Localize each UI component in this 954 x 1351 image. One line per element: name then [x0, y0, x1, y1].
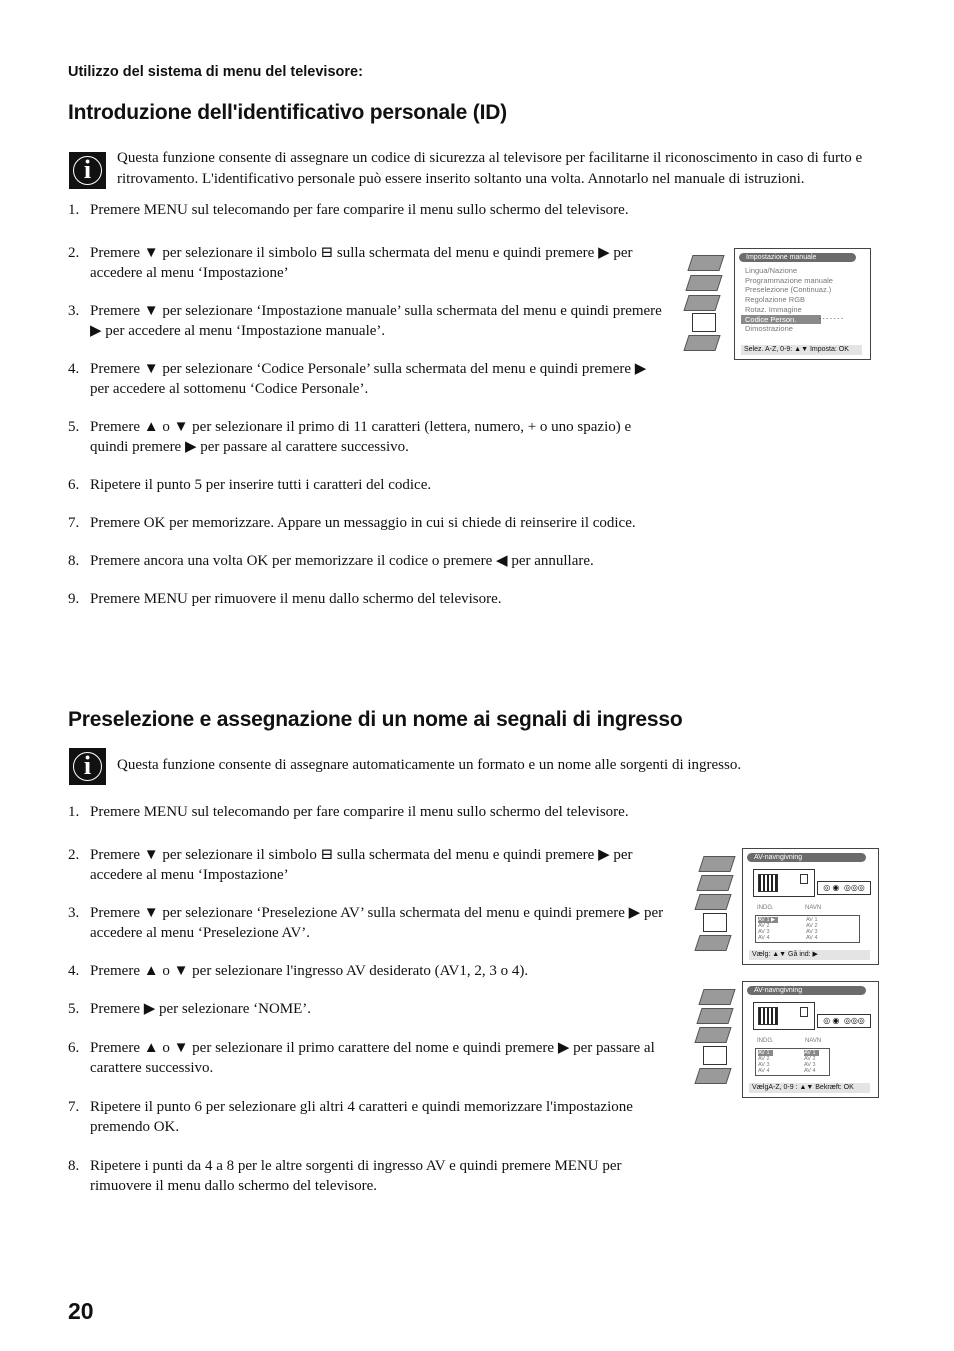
- menu-item: Rotaz. Immagine: [745, 304, 802, 314]
- step-item: [68, 845, 680, 885]
- step-number: 7.: [68, 515, 80, 531]
- step-item: [68, 200, 668, 220]
- setup-tab-icon: [703, 913, 727, 932]
- tv-menu-panel: [742, 848, 879, 965]
- menu-item: Preselezione (Continuaz.): [745, 285, 832, 295]
- menu-footer: Vælg: ▲▼ Gå ind: ▶: [749, 950, 870, 960]
- col-name-header: NAVN: [805, 905, 822, 911]
- step-item: [68, 999, 680, 1019]
- menu-item: Dimostrazione: [745, 324, 793, 334]
- step-number: 9.: [68, 591, 80, 607]
- step-item: [68, 243, 668, 283]
- av-row-text: AV 1: [804, 1050, 819, 1056]
- col-name-header: NAVN: [805, 1038, 822, 1044]
- step-text: Premere ▲ o ▼ per selezionare l'ingresso AV desiderato (AV1, 2, 3 o 4).: [90, 963, 529, 979]
- menu-title: AV-navngivning: [747, 986, 866, 995]
- step-number: 7.: [68, 1099, 80, 1115]
- menu-footer: VælgA-Z, 0-9 : ▲▼ Bekræft: OK: [749, 1083, 870, 1093]
- step-text: Premere ▶ per selezionare ‘NOME’.: [90, 1001, 312, 1017]
- running-header: Utilizzo del sistema di menu del televisore:: [68, 64, 363, 80]
- step-text: Ripetere i punti da 4 a 8 per le altre sorgenti di ingresso AV e quindi premere MENU per rimuovere il menu dallo schermo del televisore.: [90, 1158, 622, 1194]
- step-number: 3.: [68, 905, 80, 921]
- tv-menu-panel: [734, 248, 871, 360]
- section2-intro: Questa funzione consente di assegnare automaticamente un formato e un nome alle sorgenti di ingresso.: [117, 757, 742, 773]
- section1-intro: Questa funzione consente di assegnare un codice di sicurezza al televisore per facilitarne il riconoscimento in caso di furto e ritrovamento. L'identificativo personale può essere inserito soltanto una volta. Annotarlo nel manuale di istruzioni.: [117, 150, 863, 187]
- section2-title: Preselezione e assegnazione di un nome ai segnali di ingresso: [68, 708, 683, 731]
- step-text: Premere ▲ o ▼ per selezionare il primo di 11 caratteri (lettera, numero, + o uno spazio) e quindi premere ▶ per passare al carattere successivo.: [90, 419, 632, 455]
- step-number: 4.: [68, 963, 80, 979]
- step-number: 6.: [68, 1040, 80, 1056]
- step-number: 3.: [68, 303, 80, 319]
- step-number: 5.: [68, 1001, 80, 1017]
- features-tab-icon: [694, 1027, 731, 1043]
- step-item: [68, 301, 668, 341]
- step-text: Premere ▼ per selezionare ‘Impostazione manuale’ sulla schermata del menu e quindi premere ▶ per accedere al menu ‘Impostazione manuale’.: [90, 303, 662, 339]
- menu-item: Regolazione RGB: [745, 295, 806, 305]
- step-text: Premere ▼ per selezionare il simbolo ⊟ sulla schermata del menu e quindi premere ▶ per accedere al menu ‘Impostazione’: [90, 847, 633, 883]
- picture-tab-icon: [687, 255, 724, 271]
- step-text: Ripetere il punto 5 per inserire tutti i caratteri del codice.: [90, 477, 432, 493]
- step-text: Premere MENU sul telecomando per fare comparire il menu sullo schermo del televisore.: [90, 804, 629, 820]
- step-number: 8.: [68, 1158, 80, 1174]
- av-row-text: AV 1: [806, 917, 818, 923]
- picture-tab-icon: [698, 989, 735, 1005]
- step-text: Ripetere il punto 6 per selezionare gli altri 4 caratteri e quindi memorizzare l'impostazione premendo OK.: [90, 1099, 633, 1135]
- menu-title: Impostazione manuale: [739, 253, 856, 262]
- menu-item: Lingua/Nazione: [745, 266, 798, 275]
- picture-tab-icon: [698, 856, 735, 872]
- step-number: 1.: [68, 804, 80, 820]
- section2-steps: [68, 802, 680, 1196]
- features-tab-icon: [694, 894, 731, 910]
- menu-item: Codice Person.: [741, 315, 821, 325]
- step-number: 2.: [68, 245, 80, 261]
- av-row-text: AV 4: [758, 935, 770, 941]
- av-row-text: AV 4: [804, 1068, 816, 1074]
- connector-icons: ◎ ◉ ◎◎◎: [817, 1014, 871, 1028]
- step-text: Premere MENU sul telecomando per fare comparire il menu sullo schermo del televisore.: [90, 202, 629, 218]
- step-number: 1.: [68, 202, 80, 218]
- step-item: [68, 903, 680, 943]
- step-text: Premere ▼ per selezionare il simbolo ⊟ sulla schermata del menu e quindi premere ▶ per accedere al menu ‘Impostazione’: [90, 245, 633, 281]
- av-row-text: AV 3: [804, 1062, 816, 1068]
- av-row-text: AV 1 ▶: [758, 917, 778, 923]
- step-item: [68, 551, 668, 571]
- menu-item: Programmazione manuale: [745, 275, 833, 285]
- step-number: 5.: [68, 419, 80, 435]
- av-row-text: AV 2: [806, 923, 818, 929]
- step-text: Premere OK per memorizzare. Appare un messaggio in cui si chiede di reinserire il codice.: [90, 515, 636, 531]
- col-input-header: INDG.: [757, 1038, 774, 1044]
- col-input-header: INDG.: [757, 905, 774, 911]
- tv-set-icon: [753, 1002, 815, 1030]
- teletext-tab-icon: [694, 1068, 731, 1084]
- page-number: 20: [68, 1298, 94, 1324]
- features-tab-icon: [683, 295, 720, 311]
- step-number: 6.: [68, 477, 80, 493]
- info-icon: i: [69, 152, 106, 189]
- section1-title: Introduzione dell'identificativo personale (ID): [68, 101, 507, 124]
- tv-menu-panel: [742, 981, 879, 1098]
- step-item: [68, 417, 668, 457]
- sound-tab-icon: [696, 1008, 733, 1024]
- step-item: [68, 359, 668, 399]
- info-icon: i: [69, 748, 106, 785]
- step-item: [68, 802, 680, 822]
- av-row-text: AV 1: [758, 1050, 773, 1056]
- av-row-text: AV 4: [806, 935, 818, 941]
- setup-tab-icon: [703, 1046, 727, 1065]
- teletext-tab-icon: [694, 935, 731, 951]
- tv-set-icon: [753, 869, 815, 897]
- teletext-tab-icon: [683, 335, 720, 351]
- av-row-text: AV 2: [758, 923, 770, 929]
- step-text: Premere ▲ o ▼ per selezionare il primo carattere del nome e quindi premere ▶ per passare al carattere successivo.: [90, 1040, 655, 1076]
- section1-steps: [68, 200, 668, 609]
- av-row-text: AV 3: [758, 1062, 770, 1068]
- av-row-text: AV 2: [804, 1056, 816, 1062]
- av-row-text: AV 2: [758, 1056, 770, 1062]
- connector-icons: ◎ ◉ ◎◎◎: [817, 881, 871, 895]
- step-number: 8.: [68, 553, 80, 569]
- sound-tab-icon: [696, 875, 733, 891]
- menu-title: AV-navngivning: [747, 853, 866, 862]
- av-row-text: AV 3: [806, 929, 818, 935]
- step-item: [68, 475, 668, 495]
- step-item: [68, 1156, 680, 1196]
- code-field: - - - - - - -: [819, 316, 843, 322]
- av-list: [755, 915, 860, 943]
- step-text: Premere ▼ per selezionare ‘Preselezione AV’ sulla schermata del menu e quindi premere ▶ per accedere al menu ‘Preselezione AV’.: [90, 905, 664, 941]
- step-item: [68, 1038, 680, 1078]
- step-number: 2.: [68, 847, 80, 863]
- step-item: [68, 513, 668, 533]
- setup-tab-icon: [692, 313, 716, 332]
- sound-tab-icon: [685, 275, 722, 291]
- step-number: 4.: [68, 361, 80, 377]
- step-text: Premere MENU per rimuovere il menu dallo schermo del televisore.: [90, 591, 502, 607]
- av-row-text: AV 3: [758, 929, 770, 935]
- step-item: [68, 589, 668, 609]
- step-text: Premere ▼ per selezionare ‘Codice Personale’ sulla schermata del menu e quindi premere ▶ per accedere al sottomenu ‘Codice Personale’.: [90, 361, 647, 397]
- av-list: [755, 1048, 830, 1076]
- menu-footer: Selez. A-Z, 0-9: ▲▼ Imposta: OK: [741, 345, 862, 355]
- step-text: Premere ancora una volta OK per memorizzare il codice o premere ◀ per annullare.: [90, 553, 594, 569]
- step-item: [68, 1097, 680, 1137]
- av-row-text: AV 4: [758, 1068, 770, 1074]
- step-item: [68, 961, 680, 981]
